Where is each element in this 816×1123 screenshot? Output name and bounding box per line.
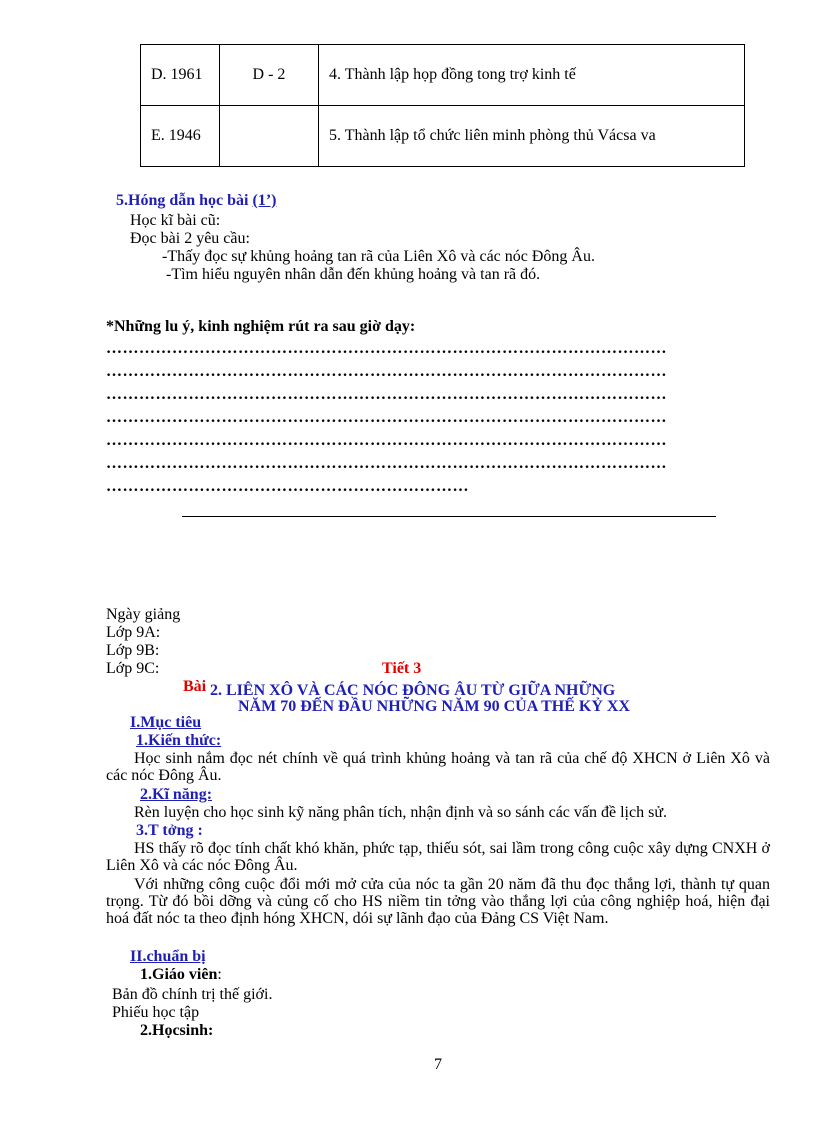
class-9b-label: Lớp 9B:	[106, 642, 160, 659]
dotted-line: …………………………………………………………………………………………	[106, 386, 667, 403]
dotted-line: …………………………………………………………………………………………	[106, 340, 667, 357]
lesson-title-line-1: 2. LIÊN XÔ VÀ CÁC NÓC ĐÔNG ÂU TỪ GIỮA NHỮNG	[210, 682, 616, 699]
page-number: 7	[434, 1056, 442, 1073]
guide-heading: 5.Hóng dẫn học bài (1’)	[116, 192, 277, 209]
knowledge-text: Học sinh nắm đọc nét chính về quá trình khủng hoảng và tan rã của chế độ XHCN ở Liên Xô và các nóc Đông Âu.	[106, 750, 770, 784]
table-row	[141, 106, 745, 167]
code-cell	[220, 106, 319, 167]
dotted-line: …………………………………………………………………………………………	[106, 363, 667, 380]
teacher-item-2: Phiếu học tập	[112, 1004, 200, 1021]
event-cell: 5. Thành lập tổ chức liên minh phòng thủ Vácsa va	[319, 106, 745, 167]
section-divider	[182, 516, 716, 517]
attitude-text-2: Với những công cuộc đổi mới mở cửa của nóc ta gần 20 năm đã thu đọc thắng lợi, thành tự quan trọng. Từ đó bồi dỡng và củng cố cho HS niềm tin tởng vào thắng lợi của công nghiệp hoá, hiện đại hoá đất nóc ta theo định hóng XHCN, dói sự lãnh đạo của Đảng CS Việt Nam.	[106, 876, 770, 927]
skills-text: Rèn luyện cho học sinh kỹ năng phân tích, nhận định và so sánh các vấn đề lịch sử.	[134, 804, 667, 821]
guide-line-4: -Tìm hiểu nguyên nhân dẫn đến khủng hoảng và tan rã đó.	[166, 266, 541, 283]
event-matching-table	[140, 44, 745, 167]
dotted-line: …………………………………………………………………………………………	[106, 432, 667, 449]
guide-line-3: -Thấy đọc sự khủng hoảng tan rã của Liên Xô và các nóc Đông Âu.	[162, 248, 595, 265]
attitude-text-1: HS thấy rõ đọc tính chất khó khăn, phức tạp, thiếu sót, sai lầm trong công cuộc xây dựng CNXH ở Liên Xô và các nóc Đông Âu.	[106, 840, 770, 874]
skills-heading: 2.Kĩ năng:	[140, 786, 213, 803]
teacher-heading: 1.Giáo viên:	[140, 966, 222, 983]
knowledge-heading: 1.Kiến thức:	[136, 732, 222, 749]
section-preparation: II.chuẩn bị	[130, 948, 206, 965]
class-9a-label: Lớp 9A:	[106, 624, 161, 641]
teacher-item-1: Bản đồ chính trị thế giới.	[112, 986, 273, 1003]
guide-line-1: Học kĩ bài cũ:	[130, 212, 221, 229]
guide-heading-time: (1’)	[252, 192, 277, 209]
table-row	[141, 45, 745, 106]
lesson-title-line-2: NĂM 70 ĐẾN ĐẦU NHỮNG NĂM 90 CỦA THẾ KỶ XX	[238, 698, 630, 715]
lesson-label: Bài	[183, 678, 207, 695]
period-label: Tiết 3	[382, 660, 422, 677]
student-heading: 2.Họcsinh:	[140, 1022, 214, 1039]
notes-heading: *Những lu ý, kinh nghiệm rút ra sau giờ dạy:	[106, 318, 416, 335]
attitude-heading: 3.T tởng :	[136, 822, 203, 839]
teaching-day-label: Ngày giảng	[106, 606, 181, 623]
year-cell: D. 1961	[141, 45, 220, 106]
dotted-line: …………………………………………………………	[106, 478, 469, 495]
guide-line-2: Đọc bài 2 yêu cầu:	[130, 230, 250, 247]
year-cell: E. 1946	[141, 106, 220, 167]
dotted-line: …………………………………………………………………………………………	[106, 409, 667, 426]
class-9c-label: Lớp 9C:	[106, 660, 160, 677]
code-cell: D - 2	[220, 45, 319, 106]
event-cell: 4. Thành lập họp đồng tong trợ kinh tế	[319, 45, 745, 106]
dotted-line: …………………………………………………………………………………………	[106, 455, 667, 472]
section-objectives: I.Mục tiêu	[130, 714, 202, 731]
